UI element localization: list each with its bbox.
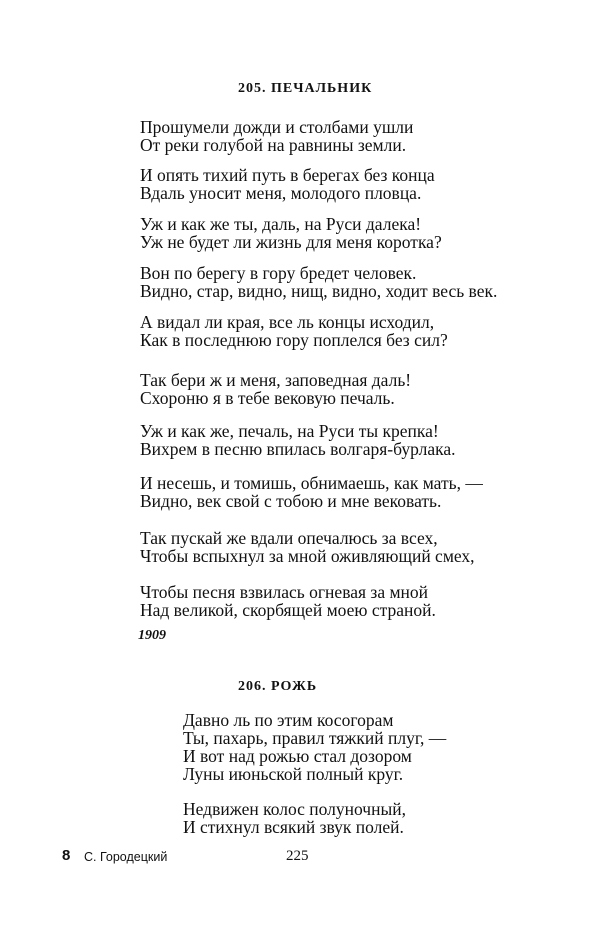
- poem-line: От реки голубой на равнины земли.: [140, 135, 407, 155]
- page-number: 225: [286, 848, 309, 864]
- poem-line: Так бери ж и меня, заповедная даль!: [140, 370, 412, 390]
- poem-line: И несешь, и томишь, обнимаешь, как мать, —: [140, 473, 483, 493]
- poem-line: Видно, век свой с тобою и мне вековать.: [140, 491, 442, 511]
- poem-line: Над великой, скорбящей моею страной.: [140, 600, 436, 620]
- poem-line: И опять тихий путь в берегах без конца: [140, 165, 435, 185]
- poem-line: Вон по берегу в гору бредет человек.: [140, 263, 417, 283]
- poem-line: Недвижен колос полуночный,: [183, 799, 406, 819]
- poem-line: Чтобы песня взвилась огневая за мной: [140, 582, 429, 602]
- poem-line: Так пускай же вдали опечалюсь за всех,: [140, 528, 438, 548]
- poem-date: 1909: [138, 628, 166, 643]
- poem-line: Ты, пахарь, правил тяжкий плуг, —: [183, 728, 447, 748]
- poem-line: Как в последнюю гору поплелся без сил?: [140, 330, 448, 350]
- poem-line: Уж не будет ли жизнь для меня коротка?: [140, 232, 442, 252]
- poem-line: Прошумели дожди и столбами ушли: [140, 117, 414, 137]
- poem-title: 205. ПЕЧАЛЬНИК: [238, 81, 373, 96]
- signature-number: 8: [62, 847, 71, 864]
- poem-line: Луны июньской полный круг.: [183, 764, 404, 784]
- poem-line: Видно, стар, видно, нищ, видно, ходит весь век.: [140, 281, 498, 301]
- poem-line: Уж и как же ты, даль, на Руси далека!: [140, 214, 422, 234]
- poem-line: Уж и как же, печаль, на Руси ты крепка!: [140, 421, 439, 441]
- poem-line: И вот над рожью стал дозором: [183, 746, 412, 766]
- poem-title: 206. РОЖЬ: [238, 679, 318, 694]
- poem-line: Чтобы вспыхнул за мной оживляющий смех,: [140, 546, 475, 566]
- poem-line: Давно ль по этим косогорам: [183, 710, 394, 730]
- poem-line: Вихрем в песню впилась волгаря-бурлака.: [140, 439, 456, 459]
- poem-line: И стихнул всякий звук полей.: [183, 817, 404, 837]
- poem-line: Схороню я в тебе вековую печаль.: [140, 388, 395, 408]
- signature-author: С. Городецкий: [84, 850, 168, 864]
- poem-line: Вдаль уносит меня, молодого пловца.: [140, 183, 422, 203]
- poem-line: А видал ли края, все ль концы исходил,: [140, 312, 435, 332]
